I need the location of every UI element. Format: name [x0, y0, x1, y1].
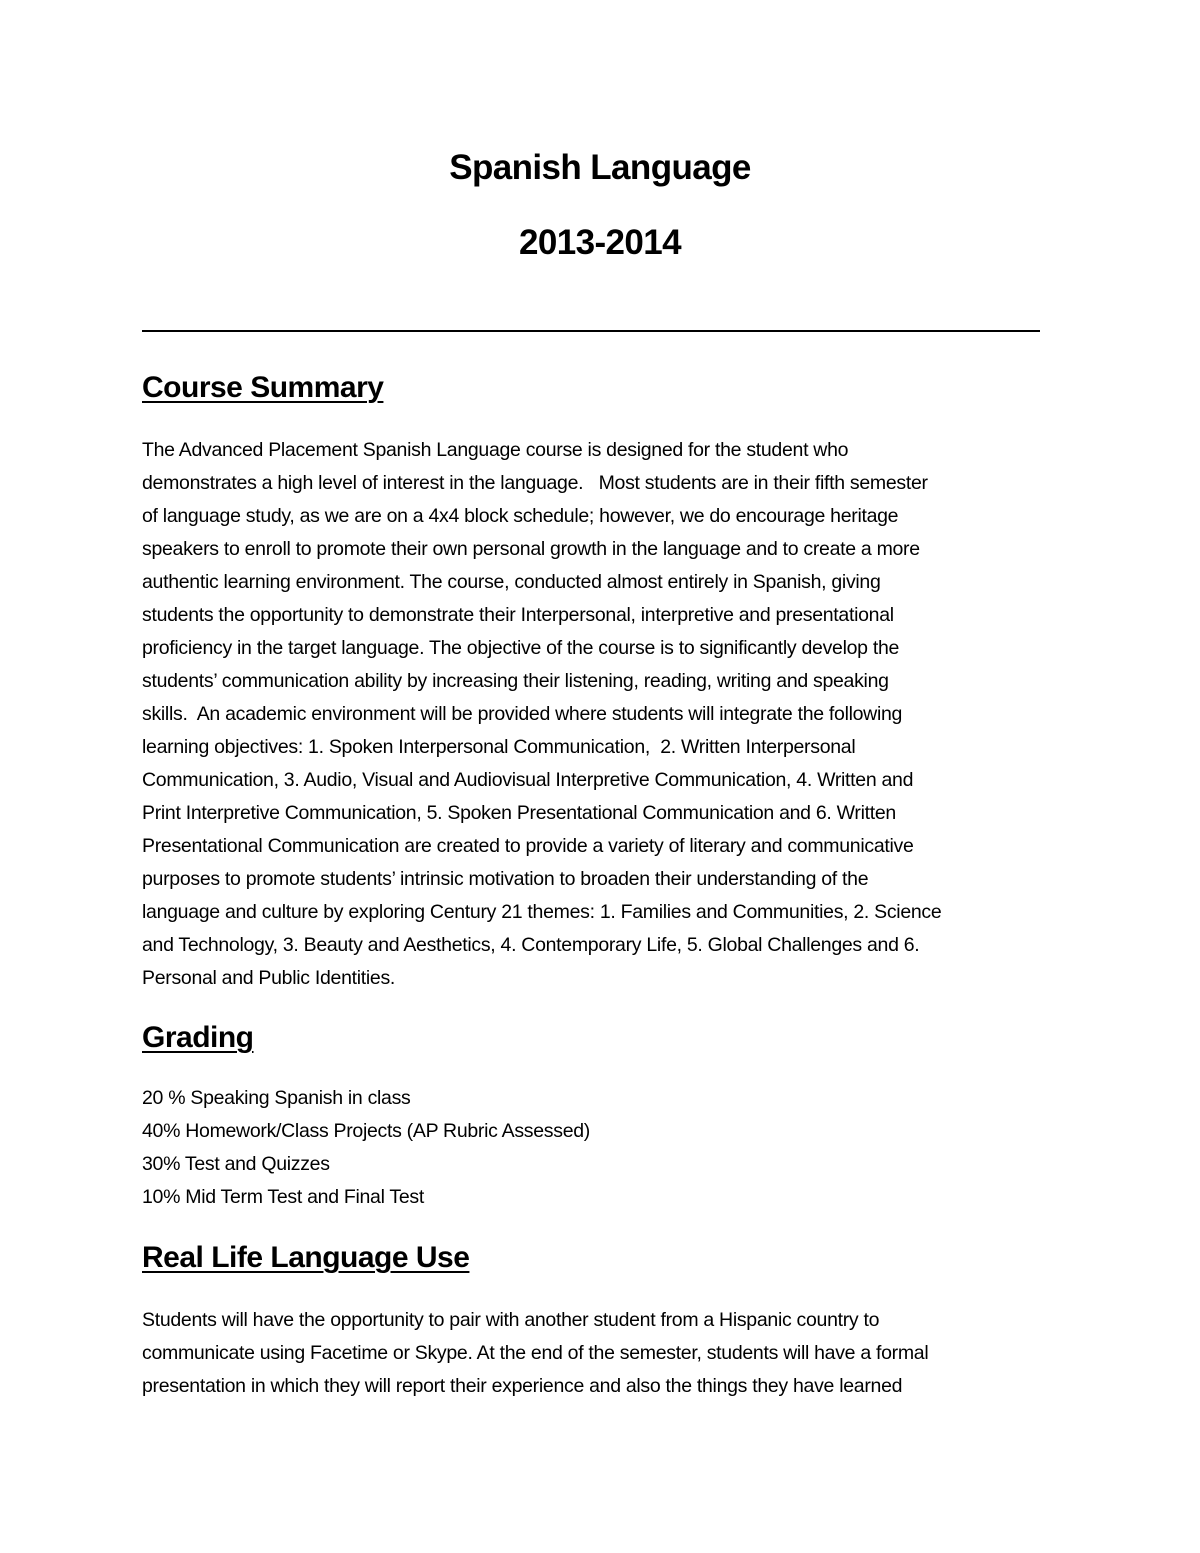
grading-item: 30% Test and Quizzes	[142, 1153, 330, 1175]
paragraph-line: language and culture by exploring Century 21 themes: 1. Families and Communities, 2. Science	[142, 901, 942, 923]
course-summary-heading: Course Summary	[142, 371, 384, 404]
grading-item: 20 % Speaking Spanish in class	[142, 1087, 411, 1109]
course-summary-paragraph	[142, 434, 1082, 995]
real-life-paragraph	[142, 1304, 1082, 1403]
paragraph-line: authentic learning environment. The course, conducted almost entirely in Spanish, giving	[142, 571, 881, 593]
grading-item: 40% Homework/Class Projects (AP Rubric Assessed)	[142, 1120, 590, 1142]
paragraph-line: Communication, 3. Audio, Visual and Audiovisual Interpretive Communication, 4. Written and	[142, 769, 914, 791]
paragraph-line: skills. An academic environment will be provided where students will integrate the following	[142, 703, 903, 725]
paragraph-line: students the opportunity to demonstrate their Interpersonal, interpretive and presentational	[142, 604, 894, 626]
document-year: 2013-2014	[519, 223, 681, 262]
paragraph-line: students’ communication ability by increasing their listening, reading, writing and speaking	[142, 670, 889, 692]
paragraph-line: proficiency in the target language. The objective of the course is to significantly develop the	[142, 637, 900, 659]
paragraph-line: Print Interpretive Communication, 5. Spoken Presentational Communication and 6. Written	[142, 802, 896, 824]
paragraph-line: demonstrates a high level of interest in the language. Most students are in their fifth semester	[142, 472, 928, 494]
grading-item: 10% Mid Term Test and Final Test	[142, 1186, 424, 1208]
paragraph-line: of language study, as we are on a 4x4 block schedule; however, we do encourage heritage	[142, 505, 899, 527]
grading-heading: Grading	[142, 1021, 254, 1054]
paragraph-line: Personal and Public Identities.	[142, 967, 396, 989]
paragraph-line: communicate using Facetime or Skype. At the end of the semester, students will have a formal	[142, 1342, 929, 1364]
paragraph-line: purposes to promote students’ intrinsic motivation to broaden their understanding of the	[142, 868, 869, 890]
grading-list	[142, 1082, 1082, 1214]
paragraph-line: Students will have the opportunity to pair with another student from a Hispanic country to	[142, 1309, 880, 1331]
paragraph-line: learning objectives: 1. Spoken Interpersonal Communication, 2. Written Interpersonal	[142, 736, 856, 758]
title-divider	[142, 330, 1040, 332]
paragraph-line: presentation in which they will report their experience and also the things they have learned	[142, 1375, 903, 1397]
paragraph-line: and Technology, 3. Beauty and Aesthetics, 4. Contemporary Life, 5. Global Challenges and 6.	[142, 934, 920, 956]
document-title: Spanish Language	[449, 148, 751, 187]
paragraph-line: Presentational Communication are created to provide a variety of literary and communicative	[142, 835, 914, 857]
paragraph-line: The Advanced Placement Spanish Language course is designed for the student who	[142, 439, 849, 461]
paragraph-line: speakers to enroll to promote their own personal growth in the language and to create a more	[142, 538, 920, 560]
real-life-heading: Real Life Language Use	[142, 1241, 470, 1274]
